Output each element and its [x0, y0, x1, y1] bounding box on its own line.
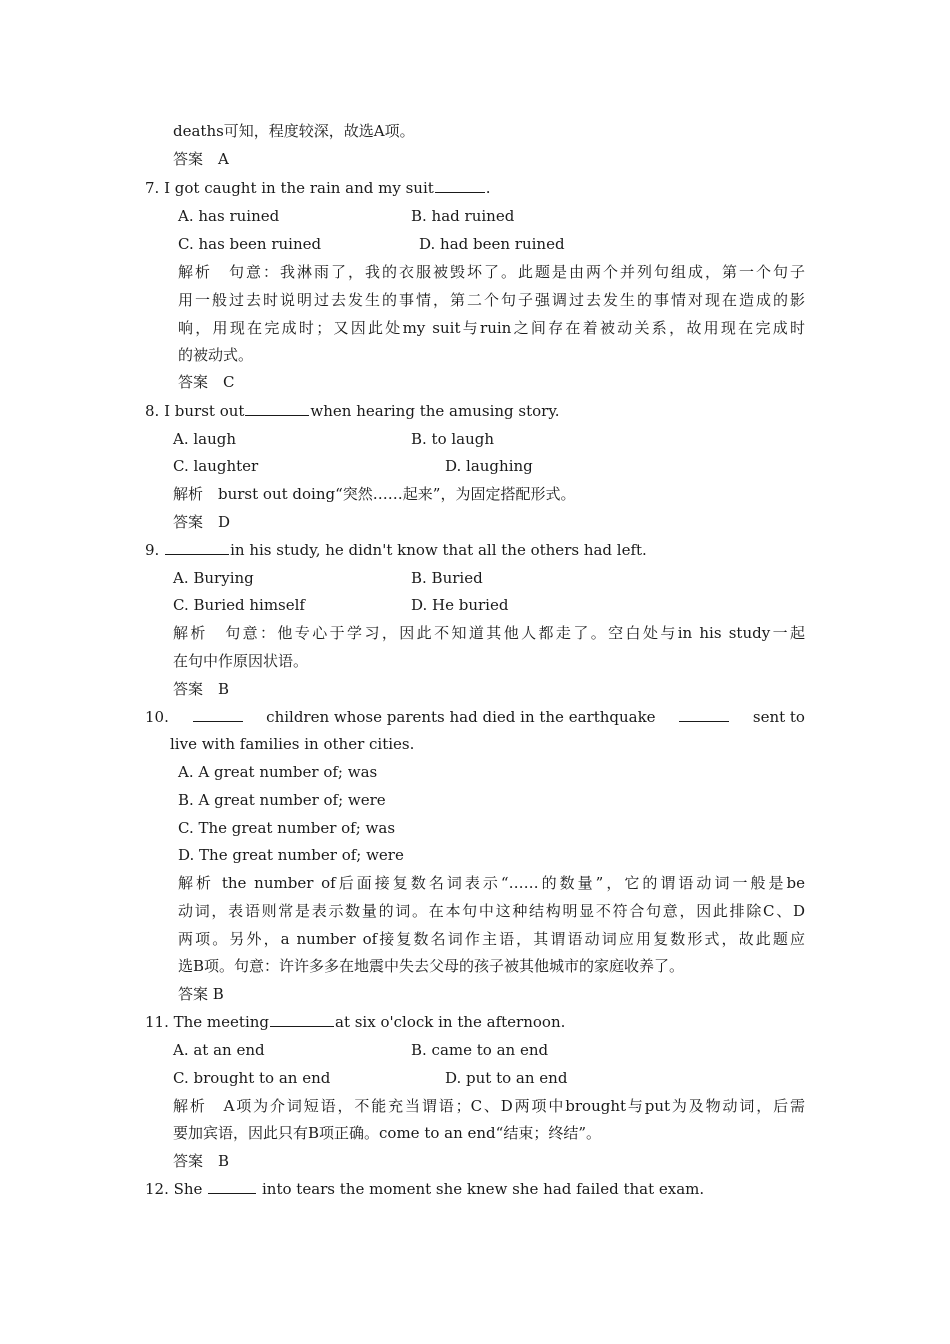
explanation-line: 解析 burst out doing“突然……起来”，为固定搭配形式。: [173, 485, 576, 503]
question-9: [145, 540, 647, 560]
explanation-line: 选B项。句意：许许多多在地震中失去父母的孩子被其他城市的家庭收养了。: [178, 957, 685, 975]
explanation-line: 解析 句意：我淋雨了，我的衣服被毁坏了。此题是由两个并列句组成，第一个句子: [178, 263, 805, 281]
option-a: A. at an end: [173, 1041, 265, 1059]
option-d: D. laughing: [445, 457, 533, 475]
option-a: A. A great number of; was: [178, 763, 378, 781]
question-text: 12. She: [145, 1180, 203, 1198]
question-text: when hearing the amusing story.: [310, 402, 560, 420]
option-d: D. put to an end: [445, 1069, 568, 1087]
question-text: sent to: [752, 708, 805, 726]
option-b: B. had ruined: [411, 207, 515, 225]
question-7: [145, 178, 491, 198]
option-d: D. The great number of; were: [178, 846, 404, 864]
answer-blank: [165, 540, 229, 555]
option-d: D. He buried: [411, 596, 509, 614]
explanation-line: 解析 the number of后面接复数名词表示“……的数量”，它的谓语动词一般是be: [178, 874, 805, 892]
answer-blank: [193, 707, 243, 722]
answer-blank: [270, 1012, 334, 1027]
question-text: 11. The meeting: [145, 1013, 269, 1031]
option-a: A. has ruined: [178, 207, 280, 225]
answer-line: 答案 A: [173, 150, 229, 168]
option-a: A. Burying: [173, 569, 254, 587]
option-c: C. The great number of; was: [178, 819, 396, 837]
explanation-line: 要加宾语，因此只有B项正确。come to an end“结束；终结”。: [173, 1124, 602, 1142]
answer-blank: [679, 707, 729, 722]
answer-line: 答案 D: [173, 513, 231, 531]
answer-blank: [208, 1179, 256, 1194]
option-c: C. Buried himself: [173, 596, 305, 614]
option-b: B. came to an end: [411, 1041, 549, 1059]
option-d: D. had been ruined: [419, 235, 565, 253]
question-text: children whose parents had died in the earthquake: [266, 708, 656, 726]
question-text: .: [485, 179, 491, 197]
question-text: at six o'clock in the afternoon.: [335, 1013, 566, 1031]
option-b: B. to laugh: [411, 430, 495, 448]
question-text: 9.: [145, 541, 160, 559]
explanation-line: 解析 句意：他专心于学习，因此不知道其他人都走了。空白处与in his study一起: [173, 624, 805, 642]
option-b: B. Buried: [411, 569, 483, 587]
answer-line: 答案 B: [173, 680, 230, 698]
option-a: A. laugh: [173, 430, 237, 448]
question-10: [145, 707, 805, 727]
explanation-line: 响，用现在完成时；又因此处my suit与ruin之间存在着被动关系，故用现在完成时: [178, 319, 805, 337]
answer-blank: [245, 401, 309, 416]
explanation-line: 解析 A项为介词短语，不能充当谓语；C、D两项中brought与put为及物动词，后需: [173, 1097, 805, 1115]
option-c: C. has been ruined: [178, 235, 322, 253]
question-text: 8. I burst out: [145, 402, 245, 420]
question-10-continued: live with families in other cities.: [170, 735, 415, 753]
question-8: [145, 401, 560, 421]
question-text: 10.: [145, 708, 169, 726]
answer-line: 答案 B: [173, 1152, 230, 1170]
explanation-line: 在句中作原因状语。: [173, 652, 309, 670]
explanation-line: 用一般过去时说明过去发生的事情，第二个句子强调过去发生的事情对现在造成的影: [178, 291, 805, 309]
question-text: in his study, he didn't know that all the others had left.: [230, 541, 647, 559]
explanation-line: 两项。另外，a number of接复数名词作主语，其谓语动词应用复数形式，故此题应: [178, 930, 805, 948]
explanation-line: 动词，表语则常是表示数量的词。在本句中这种结构明显不符合句意，因此排除C、D: [178, 902, 805, 920]
explanation-line: 的被动式。: [178, 346, 254, 364]
option-c: C. laughter: [173, 457, 259, 475]
question-12: [145, 1179, 704, 1199]
answer-line: 答案 C: [178, 373, 235, 391]
question-11: [145, 1012, 565, 1032]
option-c: C. brought to an end: [173, 1069, 331, 1087]
explanation-line: deaths可知，程度较深，故选A项。: [173, 122, 415, 140]
question-text: into tears the moment she knew she had failed that exam.: [262, 1180, 705, 1198]
answer-blank: [435, 178, 485, 193]
option-b: B. A great number of; were: [178, 791, 386, 809]
answer-line: 答案 B: [178, 985, 224, 1003]
question-text: 7. I got caught in the rain and my suit: [145, 179, 434, 197]
